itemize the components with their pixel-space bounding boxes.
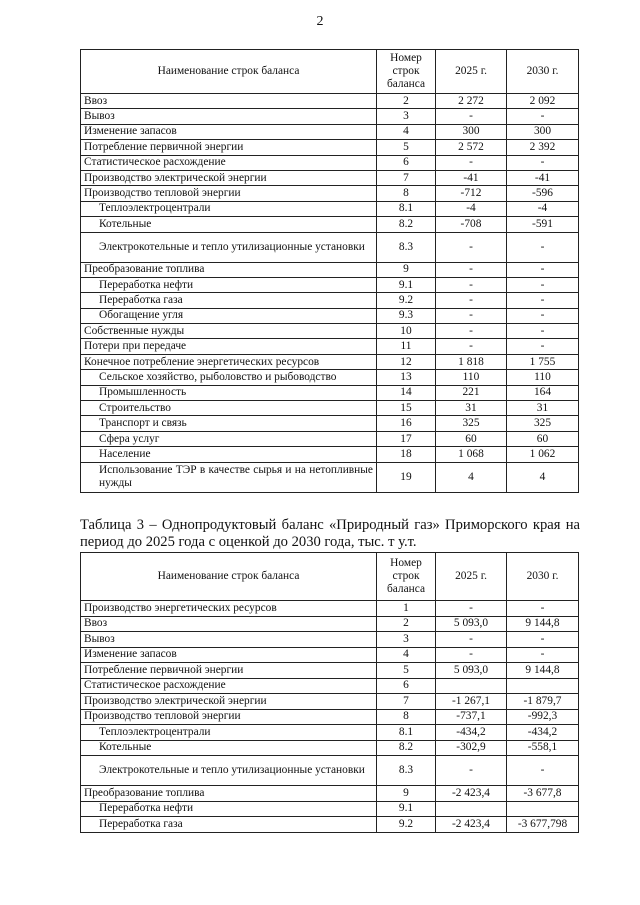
row-number-cell: 7: [377, 170, 436, 185]
row-name-cell: Статистическое расхождение: [81, 678, 377, 694]
table-row: [81, 647, 579, 663]
row-name-cell: Собственные нужды: [81, 324, 377, 339]
value-2025-cell: 31: [436, 401, 507, 416]
table-row: [81, 124, 579, 139]
table-row: [81, 262, 579, 277]
value-2030-cell: -41: [507, 170, 579, 185]
table-row: [81, 601, 579, 617]
value-2025-cell: -4: [436, 201, 507, 216]
table-row: [81, 339, 579, 354]
value-2025-cell: -41: [436, 170, 507, 185]
table-body: [81, 94, 579, 493]
row-number-cell: 7: [377, 694, 436, 710]
value-2025-cell: 5 093,0: [436, 616, 507, 632]
value-2030-cell: [507, 801, 579, 817]
row-number-cell: 9: [377, 262, 436, 277]
table-row: [81, 140, 579, 155]
value-2030-cell: -: [507, 647, 579, 663]
column-header-name: Наименование строк баланса: [81, 553, 377, 601]
value-2030-cell: 110: [507, 370, 579, 385]
value-2025-cell: 300: [436, 124, 507, 139]
value-2030-cell: -: [507, 155, 579, 170]
value-2030-cell: 2 392: [507, 140, 579, 155]
table-row: [81, 401, 579, 416]
row-number-cell: 3: [377, 109, 436, 124]
row-name-cell: Вывоз: [81, 632, 377, 648]
value-2030-cell: -: [507, 601, 579, 617]
value-2025-cell: -2 423,4: [436, 786, 507, 802]
row-name-cell: Производство тепловой энергии: [81, 186, 377, 201]
table-row: [81, 94, 579, 109]
row-number-cell: 11: [377, 339, 436, 354]
value-2025-cell: -1 267,1: [436, 694, 507, 710]
value-2025-cell: 2 272: [436, 94, 507, 109]
value-2030-cell: -: [507, 339, 579, 354]
value-2030-cell: 164: [507, 385, 579, 400]
value-2030-cell: [507, 678, 579, 694]
row-number-cell: 18: [377, 447, 436, 462]
row-name-cell: Сфера услуг: [81, 431, 377, 446]
value-2030-cell: -: [507, 232, 579, 262]
value-2030-cell: 325: [507, 416, 579, 431]
value-2025-cell: 2 572: [436, 140, 507, 155]
row-number-cell: 4: [377, 647, 436, 663]
column-header-2025: 2025 г.: [436, 553, 507, 601]
table-row: [81, 308, 579, 323]
row-name-cell: Переработка нефти: [81, 277, 377, 292]
row-number-cell: 16: [377, 416, 436, 431]
row-number-cell: 1: [377, 601, 436, 617]
table-row: [81, 709, 579, 725]
value-2025-cell: -: [436, 109, 507, 124]
row-number-cell: 8: [377, 186, 436, 201]
value-2030-cell: -: [507, 262, 579, 277]
row-number-cell: 8.2: [377, 740, 436, 756]
value-2030-cell: -434,2: [507, 725, 579, 741]
table-row: [81, 201, 579, 216]
table-row: [81, 170, 579, 185]
value-2030-cell: -558,1: [507, 740, 579, 756]
value-2025-cell: -: [436, 293, 507, 308]
value-2030-cell: -: [507, 632, 579, 648]
table-row: [81, 293, 579, 308]
table-3-caption: Таблица 3 – Однопродуктовый баланс «Природный газ» Приморского края на период до 2025 года с оценкой до 2030 года, тыс. т у.т.: [80, 517, 580, 550]
row-name-cell: Сельское хозяйство, рыболовство и рыбоводство: [81, 370, 377, 385]
table-row: [81, 817, 579, 833]
row-number-cell: 4: [377, 124, 436, 139]
value-2025-cell: 325: [436, 416, 507, 431]
value-2025-cell: -: [436, 601, 507, 617]
table-row: [81, 678, 579, 694]
row-name-cell: Ввоз: [81, 616, 377, 632]
row-name-cell: Преобразование топлива: [81, 786, 377, 802]
value-2025-cell: -708: [436, 217, 507, 232]
value-2025-cell: 221: [436, 385, 507, 400]
row-name-cell: Потери при передаче: [81, 339, 377, 354]
row-name-cell: Использование ТЭР в качестве сырья и на нетопливные нужды: [81, 462, 377, 492]
table-row: [81, 462, 579, 492]
value-2030-cell: 300: [507, 124, 579, 139]
table-row: [81, 324, 579, 339]
row-name-cell: Производство электрической энергии: [81, 694, 377, 710]
value-2025-cell: 110: [436, 370, 507, 385]
table-row: [81, 663, 579, 679]
row-number-cell: 2: [377, 616, 436, 632]
row-name-cell: Электрокотельные и тепло утилизационные установки: [81, 756, 377, 786]
table-row: [81, 632, 579, 648]
column-header-2030: 2030 г.: [507, 553, 579, 601]
row-name-cell: Переработка газа: [81, 817, 377, 833]
row-name-cell: Конечное потребление энергетических ресурсов: [81, 354, 377, 369]
table-row: [81, 725, 579, 741]
row-number-cell: 15: [377, 401, 436, 416]
table-header-row: [81, 553, 579, 601]
row-name-cell: Изменение запасов: [81, 647, 377, 663]
row-name-cell: Производство тепловой энергии: [81, 709, 377, 725]
row-name-cell: Котельные: [81, 217, 377, 232]
column-header-2030: 2030 г.: [507, 50, 579, 94]
value-2030-cell: 9 144,8: [507, 663, 579, 679]
row-name-cell: Переработка газа: [81, 293, 377, 308]
table-row: [81, 277, 579, 292]
row-number-cell: 12: [377, 354, 436, 369]
row-number-cell: 10: [377, 324, 436, 339]
row-name-cell: Потребление первичной энергии: [81, 140, 377, 155]
value-2030-cell: -: [507, 293, 579, 308]
value-2025-cell: -737,1: [436, 709, 507, 725]
value-2025-cell: -302,9: [436, 740, 507, 756]
value-2025-cell: -: [436, 262, 507, 277]
value-2030-cell: -4: [507, 201, 579, 216]
value-2030-cell: 1 755: [507, 354, 579, 369]
table-row: [81, 155, 579, 170]
row-number-cell: 9.1: [377, 801, 436, 817]
row-number-cell: 9.1: [377, 277, 436, 292]
row-name-cell: Вывоз: [81, 109, 377, 124]
table-row: [81, 232, 579, 262]
value-2025-cell: -: [436, 324, 507, 339]
value-2030-cell: -992,3: [507, 709, 579, 725]
table-row: [81, 385, 579, 400]
column-header-name: Наименование строк баланса: [81, 50, 377, 94]
row-number-cell: 2: [377, 94, 436, 109]
row-number-cell: 9.2: [377, 293, 436, 308]
table-row: [81, 447, 579, 462]
row-name-cell: Транспорт и связь: [81, 416, 377, 431]
table-row: [81, 109, 579, 124]
row-name-cell: Потребление первичной энергии: [81, 663, 377, 679]
row-number-cell: 8.3: [377, 756, 436, 786]
value-2025-cell: [436, 678, 507, 694]
table-row: [81, 370, 579, 385]
row-name-cell: Ввоз: [81, 94, 377, 109]
column-header-number: Номер строк баланса: [377, 50, 436, 94]
value-2025-cell: -: [436, 277, 507, 292]
row-number-cell: 5: [377, 140, 436, 155]
column-header-2025: 2025 г.: [436, 50, 507, 94]
value-2025-cell: -: [436, 155, 507, 170]
value-2025-cell: -712: [436, 186, 507, 201]
value-2025-cell: -: [436, 339, 507, 354]
value-2025-cell: -2 423,4: [436, 817, 507, 833]
value-2030-cell: -: [507, 324, 579, 339]
row-number-cell: 3: [377, 632, 436, 648]
row-name-cell: Производство электрической энергии: [81, 170, 377, 185]
value-2025-cell: -: [436, 308, 507, 323]
row-name-cell: Переработка нефти: [81, 801, 377, 817]
row-name-cell: Котельные: [81, 740, 377, 756]
row-name-cell: Обогащение угля: [81, 308, 377, 323]
row-number-cell: 9.2: [377, 817, 436, 833]
table-row: [81, 354, 579, 369]
row-number-cell: 8.3: [377, 232, 436, 262]
value-2030-cell: -1 879,7: [507, 694, 579, 710]
row-name-cell: Электрокотельные и тепло утилизационные установки: [81, 232, 377, 262]
table-row: [81, 431, 579, 446]
value-2025-cell: -: [436, 756, 507, 786]
value-2030-cell: -: [507, 308, 579, 323]
row-name-cell: Производство энергетических ресурсов: [81, 601, 377, 617]
table-row: [81, 756, 579, 786]
value-2025-cell: 1 818: [436, 354, 507, 369]
value-2030-cell: 60: [507, 431, 579, 446]
value-2025-cell: -: [436, 632, 507, 648]
row-number-cell: 8.1: [377, 725, 436, 741]
row-name-cell: Строительство: [81, 401, 377, 416]
row-name-cell: Теплоэлектроцентрали: [81, 201, 377, 216]
row-name-cell: Население: [81, 447, 377, 462]
value-2030-cell: -: [507, 109, 579, 124]
row-name-cell: Изменение запасов: [81, 124, 377, 139]
value-2030-cell: 31: [507, 401, 579, 416]
row-number-cell: 6: [377, 678, 436, 694]
row-number-cell: 6: [377, 155, 436, 170]
value-2025-cell: [436, 801, 507, 817]
value-2025-cell: -: [436, 232, 507, 262]
column-header-number: Номер строк баланса: [377, 553, 436, 601]
page-number: 2: [316, 14, 324, 29]
value-2025-cell: -: [436, 647, 507, 663]
value-2030-cell: 2 092: [507, 94, 579, 109]
table-row: [81, 217, 579, 232]
table-row: [81, 616, 579, 632]
value-2025-cell: 4: [436, 462, 507, 492]
row-number-cell: 5: [377, 663, 436, 679]
value-2030-cell: 4: [507, 462, 579, 492]
row-number-cell: 17: [377, 431, 436, 446]
row-number-cell: 8.1: [377, 201, 436, 216]
row-number-cell: 14: [377, 385, 436, 400]
table-body: [81, 601, 579, 833]
row-name-cell: Промышленность: [81, 385, 377, 400]
value-2030-cell: -: [507, 277, 579, 292]
row-name-cell: Преобразование топлива: [81, 262, 377, 277]
row-name-cell: Статистическое расхождение: [81, 155, 377, 170]
value-2030-cell: -3 677,8: [507, 786, 579, 802]
value-2025-cell: 60: [436, 431, 507, 446]
value-2030-cell: -591: [507, 217, 579, 232]
table-header-row: [81, 50, 579, 94]
row-number-cell: 13: [377, 370, 436, 385]
value-2025-cell: 1 068: [436, 447, 507, 462]
table-row: [81, 186, 579, 201]
value-2030-cell: -: [507, 756, 579, 786]
row-number-cell: 19: [377, 462, 436, 492]
value-2025-cell: -434,2: [436, 725, 507, 741]
balance-table-2: [80, 49, 579, 493]
value-2030-cell: -596: [507, 186, 579, 201]
value-2030-cell: 9 144,8: [507, 616, 579, 632]
table-row: [81, 740, 579, 756]
table-row: [81, 416, 579, 431]
balance-table-3: [80, 552, 579, 833]
row-number-cell: 9.3: [377, 308, 436, 323]
row-name-cell: Теплоэлектроцентрали: [81, 725, 377, 741]
table-row: [81, 801, 579, 817]
value-2030-cell: -3 677,798: [507, 817, 579, 833]
table-row: [81, 694, 579, 710]
value-2025-cell: 5 093,0: [436, 663, 507, 679]
row-number-cell: 8: [377, 709, 436, 725]
table-row: [81, 786, 579, 802]
row-number-cell: 8.2: [377, 217, 436, 232]
value-2030-cell: 1 062: [507, 447, 579, 462]
row-number-cell: 9: [377, 786, 436, 802]
